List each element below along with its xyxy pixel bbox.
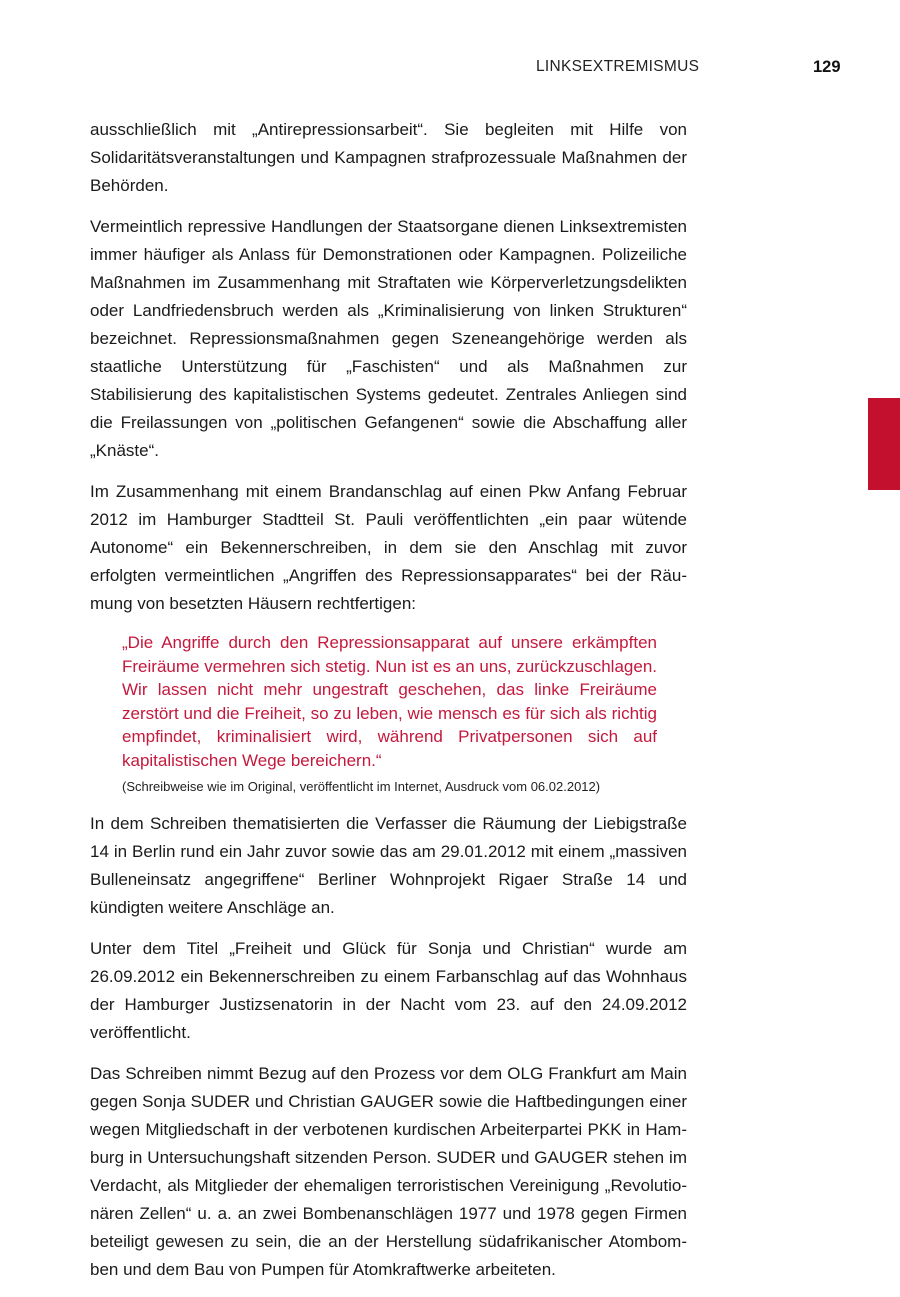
paragraph: Unter dem Titel „Freiheit und Glück für Sonja und Christian“ wurde am 26.09.2012 ein Bekennerschreiben zu einem Farbanschlag auf das Wohnhaus der Hamburger Justizsenatorin in der Nacht vom 23. auf den 24.09.2012 veröffentlicht. [90,939,687,1042]
quote-source: (Schreibweise wie im Original, veröffentlicht im Internet, Ausdruck vom 06.02.2012) [122,779,601,794]
block-quote [122,631,657,796]
page-number: 129 [813,58,841,76]
running-head: LINKSEXTREMISMUS [536,58,700,75]
paragraph: In dem Schreiben thematisierten die Verfasser die Räumung der Liebigstraße 14 in Berlin rund ein Jahr zuvor sowie das am 29.01.2012 mit einem „massiven Bulleneinsatz angegriffene“ Berliner Wohnprojekt Rigaer Straße 14 und kündigten weitere Anschläge an. [90,814,687,917]
chapter-thumb-tab [868,398,900,490]
paragraph: Im Zusammenhang mit einem Brandanschlag auf einen Pkw Anfang Februar 2012 im Hamburger Stadtteil St. Pauli veröffentlichten „ein paar wütende Autonome“ ein Bekennerschreiben, in dem sie den Anschlag mit zuvor erfolgten vermeintlichen „Angriffen des Repressionsapparates“ bei der Räumung von besetzten Häusern rechtfertigen: [90,482,687,613]
paragraph: Das Schreiben nimmt Bezug auf den Prozess vor dem OLG Frankfurt am Main gegen Sonja SUDER und Christian GAUGER sowie die Haftbedingungen einer wegen Mitgliedschaft in der verbotenen kurdischen Arbeiterpartei PKK in Hamburg in Untersuchungshaft sitzenden Person. SUDER und GAUGER stehen im Verdacht, als Mitglieder der ehemaligen terroristischen Vereinigung „Revolutionären Zellen“ u. a. an zwei Bombenanschlägen 1977 und 1978 gegen Firmen beteiligt gewesen zu sein, die an der Herstellung südafrikanischer Atombomben und dem Bau von Pumpen für Atomkraftwerke arbeiteten. [90,1064,687,1279]
quote-text: „Die Angriffe durch den Repressionsapparat auf unsere erkämpften Freiräume vermehren sich stetig. Nun ist es an uns, zurückzuschlagen. Wir lassen nicht mehr ungestraft geschehen, das linke Freiräume zerstört und die Freiheit, so zu leben, wie mensch es für sich als richtig empfindet, kriminalisiert wird, während Privatpersonen sich auf kapitalistischen Wege bereichern.“ [122,633,657,770]
paragraph: Vermeintlich repressive Handlungen der Staatsorgane dienen Linksextremisten immer häufiger als Anlass für Demonstrationen oder Kampagnen. Polizeiliche Maßnahmen im Zusammenhang mit Straftaten wie Körperverletzungsdelikten oder Landfriedensbruch werden als „Kriminalisierung von linken Strukturen“ bezeichnet. Repressionsmaßnahmen gegen Szeneangehörige werden als staatliche Unterstützung für „Faschisten“ und als Maßnahmen zur Stabilisierung des kapitalistischen Systems gedeutet. Zentrales Anliegen sind die Freilassungen von „politischen Gefangenen“ sowie die Abschaffung aller „Knäste“. [90,217,687,460]
main-text [90,116,687,1297]
paragraph: ausschließlich mit „Antirepressionsarbeit“. Sie begleiten mit Hilfe von Solidaritätsveranstaltungen und Kampagnen strafprozessuale Maßnahmen der Behörden. [90,120,687,195]
